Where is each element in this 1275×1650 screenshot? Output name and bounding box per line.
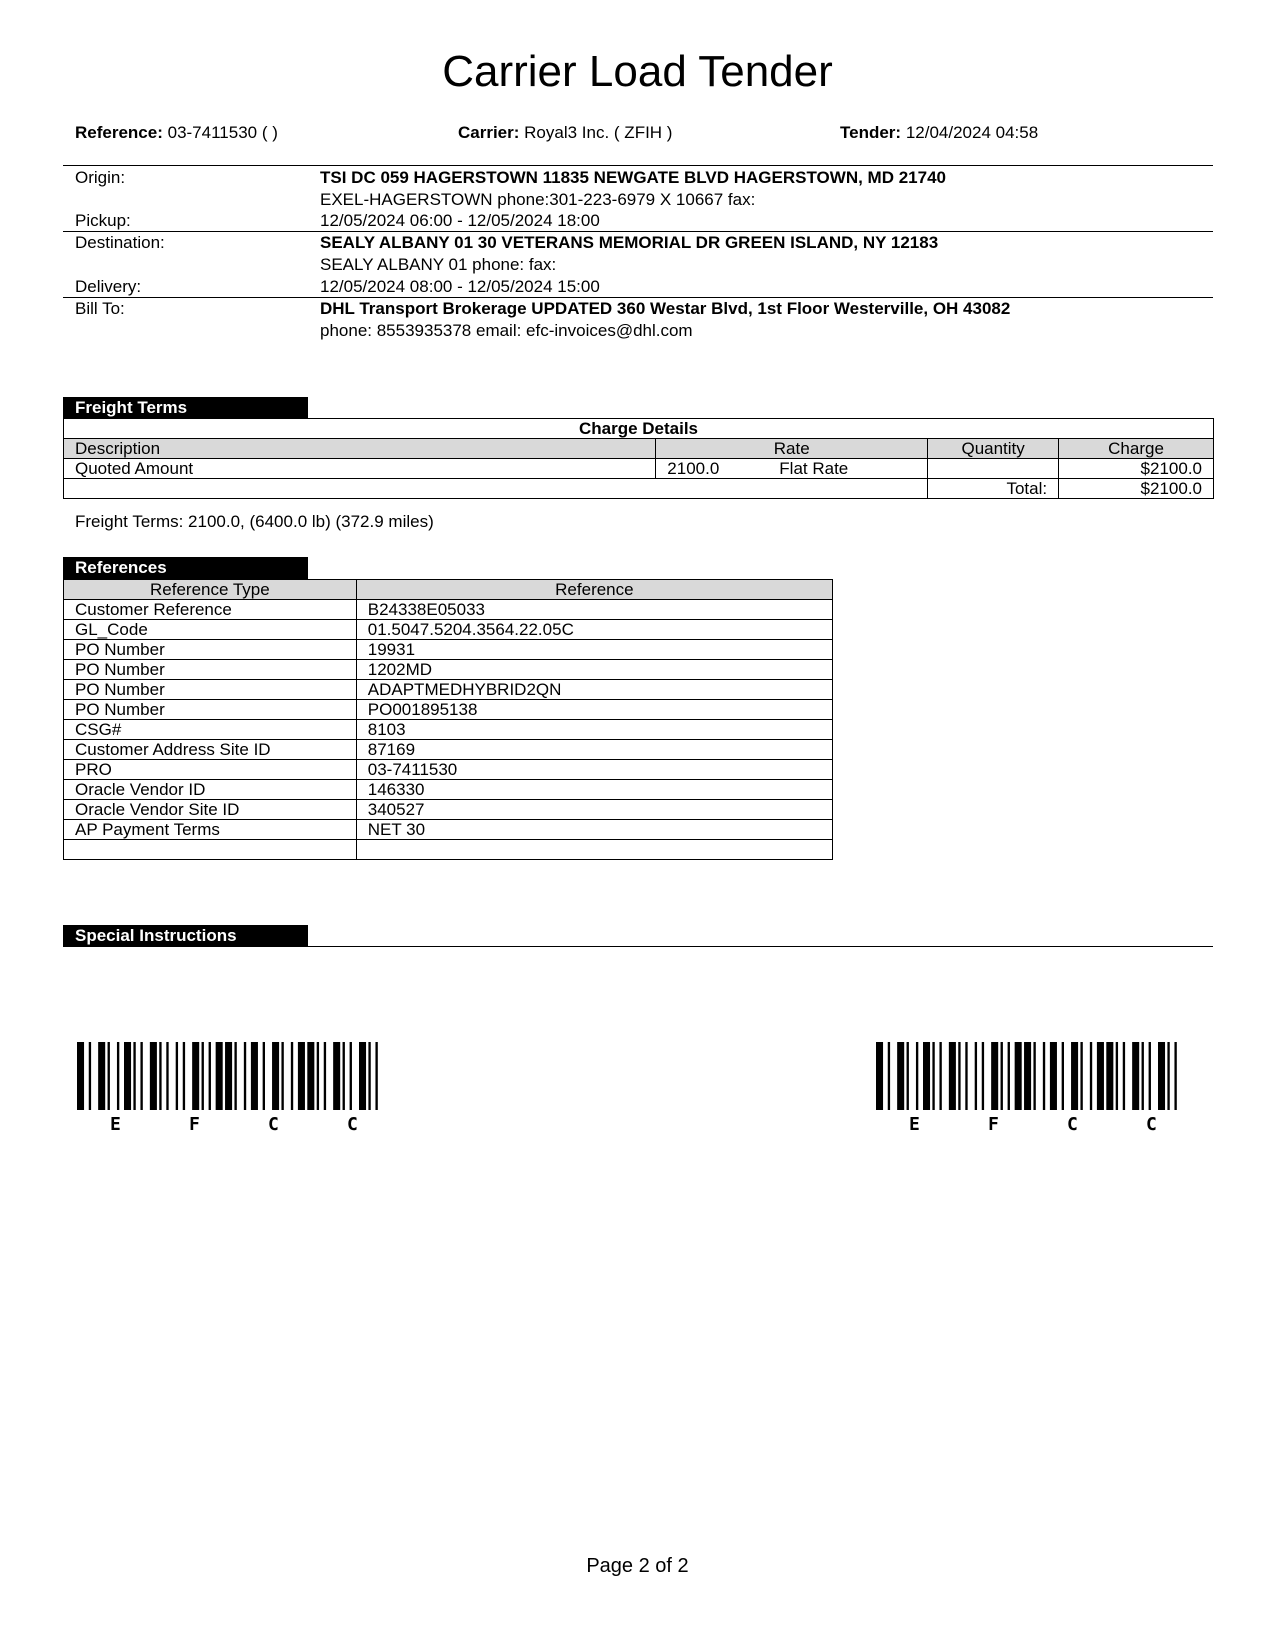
total-row [64, 479, 1214, 499]
total-amount: $2100.0 [1059, 479, 1214, 499]
total-spacer [64, 479, 928, 499]
charge-details-table [63, 418, 1214, 499]
table-row [64, 840, 833, 860]
charge-details-title: Charge Details [64, 419, 1214, 439]
freight-terms-header: Freight Terms [63, 397, 308, 419]
barcode-left-char: C [347, 1114, 358, 1135]
reference-type: Customer Reference [64, 600, 357, 620]
barcode-right [876, 1042, 1196, 1112]
barcode-left-char: E [110, 1114, 121, 1135]
charge-description: Quoted Amount [64, 459, 656, 479]
total-label: Total: [928, 479, 1059, 499]
reference-type: Customer Address Site ID [64, 740, 357, 760]
tender-value: 12/04/2024 04:58 [905, 123, 1039, 142]
charge-rate: 2100.0 [667, 459, 720, 478]
reference-type: PO Number [64, 680, 357, 700]
table-row [64, 740, 833, 760]
barcode-right-char: C [1067, 1114, 1078, 1135]
billto-address: DHL Transport Brokerage UPDATED 360 Westar Blvd, 1st Floor Westerville, OH 43082 [320, 299, 1011, 318]
origin-label: Origin: [75, 168, 126, 187]
table-row [64, 620, 833, 640]
carrier-field [458, 122, 672, 144]
destination-contact: SEALY ALBANY 01 phone: fax: [320, 255, 557, 274]
reference-value: 19931 [356, 640, 832, 660]
reference-value: 8103 [356, 720, 832, 740]
document-title: Carrier Load Tender [442, 47, 833, 96]
reference-value: 01.5047.5204.3564.22.05C [356, 620, 832, 640]
delivery-label: Delivery: [75, 277, 142, 296]
col-description: Description [64, 439, 656, 459]
table-row [64, 780, 833, 800]
reference-type: CSG# [64, 720, 357, 740]
col-quantity: Quantity [928, 439, 1059, 459]
reference-type: Oracle Vendor Site ID [64, 800, 357, 820]
reference-type: PRO [64, 760, 357, 780]
reference-value: 1202MD [356, 660, 832, 680]
origin-address: TSI DC 059 HAGERSTOWN 11835 NEWGATE BLVD HAGERSTOWN, MD 21740 [320, 168, 946, 187]
table-row [64, 640, 833, 660]
table-row [64, 720, 833, 740]
charge-rate-type: Flat Rate [779, 459, 849, 478]
reference-value: B24338E05033 [356, 600, 832, 620]
origin-contact: EXEL-HAGERSTOWN phone:301-223-6979 X 10667 fax: [320, 190, 756, 209]
barcode-right-char: F [988, 1114, 999, 1135]
barcode-left-char: C [268, 1114, 279, 1135]
reference-value: 87169 [356, 740, 832, 760]
divider [308, 946, 1213, 947]
divider [63, 165, 1213, 166]
pickup-window: 12/05/2024 06:00 - 12/05/2024 18:00 [320, 211, 600, 230]
table-row [64, 760, 833, 780]
col-charge: Charge [1059, 439, 1214, 459]
reference-type: PO Number [64, 700, 357, 720]
special-instructions-header: Special Instructions [63, 925, 308, 947]
barcode-right-char: E [909, 1114, 920, 1135]
charge-quantity [928, 459, 1059, 479]
tender-label: Tender: [840, 123, 902, 142]
pickup-label: Pickup: [75, 211, 131, 230]
reference-value: ADAPTMEDHYBRID2QN [356, 680, 832, 700]
page-number: Page 2 of 2 [586, 1555, 689, 1577]
reference-value: 146330 [356, 780, 832, 800]
table-row [64, 459, 1214, 479]
reference-value: PO001895138 [356, 700, 832, 720]
table-row [64, 660, 833, 680]
reference-type: GL_Code [64, 620, 357, 640]
col-reference: Reference [356, 580, 832, 600]
reference-value: 03-7411530 ( ) [167, 123, 278, 142]
reference-type: Oracle Vendor ID [64, 780, 357, 800]
table-header-row [64, 439, 1214, 459]
table-header-row [64, 580, 833, 600]
reference-value: NET 30 [356, 820, 832, 840]
reference-label: Reference: [75, 123, 163, 142]
reference-field [75, 122, 278, 144]
references-header: References [63, 557, 308, 579]
col-rate: Rate [656, 439, 928, 459]
table-row [64, 680, 833, 700]
billto-contact: phone: 8553935378 email: efc-invoices@dhl.com [320, 321, 693, 340]
freight-terms-summary: Freight Terms: 2100.0, (6400.0 lb) (372.9 miles) [75, 512, 434, 531]
charge-amount: $2100.0 [1059, 459, 1214, 479]
reference-value: 03-7411530 [356, 760, 832, 780]
billto-label: Bill To: [75, 299, 125, 318]
table-row [64, 700, 833, 720]
charge-rate-cell [656, 459, 928, 479]
reference-value: 340527 [356, 800, 832, 820]
table-row [64, 820, 833, 840]
reference-type: PO Number [64, 660, 357, 680]
table-row [64, 600, 833, 620]
tender-field [840, 122, 1038, 144]
col-reference-type: Reference Type [64, 580, 357, 600]
table-row [64, 800, 833, 820]
reference-value [356, 840, 832, 860]
barcode-right-char: C [1146, 1114, 1157, 1135]
barcode-left [77, 1042, 397, 1112]
reference-type: AP Payment Terms [64, 820, 357, 840]
barcode-left-char: F [189, 1114, 200, 1135]
references-table [63, 579, 833, 860]
delivery-window: 12/05/2024 08:00 - 12/05/2024 15:00 [320, 277, 600, 296]
destination-address: SEALY ALBANY 01 30 VETERANS MEMORIAL DR GREEN ISLAND, NY 12183 [320, 233, 939, 252]
carrier-value: Royal3 Inc. ( ZFIH ) [524, 123, 673, 142]
carrier-label: Carrier: [458, 123, 520, 142]
reference-type [64, 840, 357, 860]
destination-label: Destination: [75, 233, 165, 252]
reference-type: PO Number [64, 640, 357, 660]
